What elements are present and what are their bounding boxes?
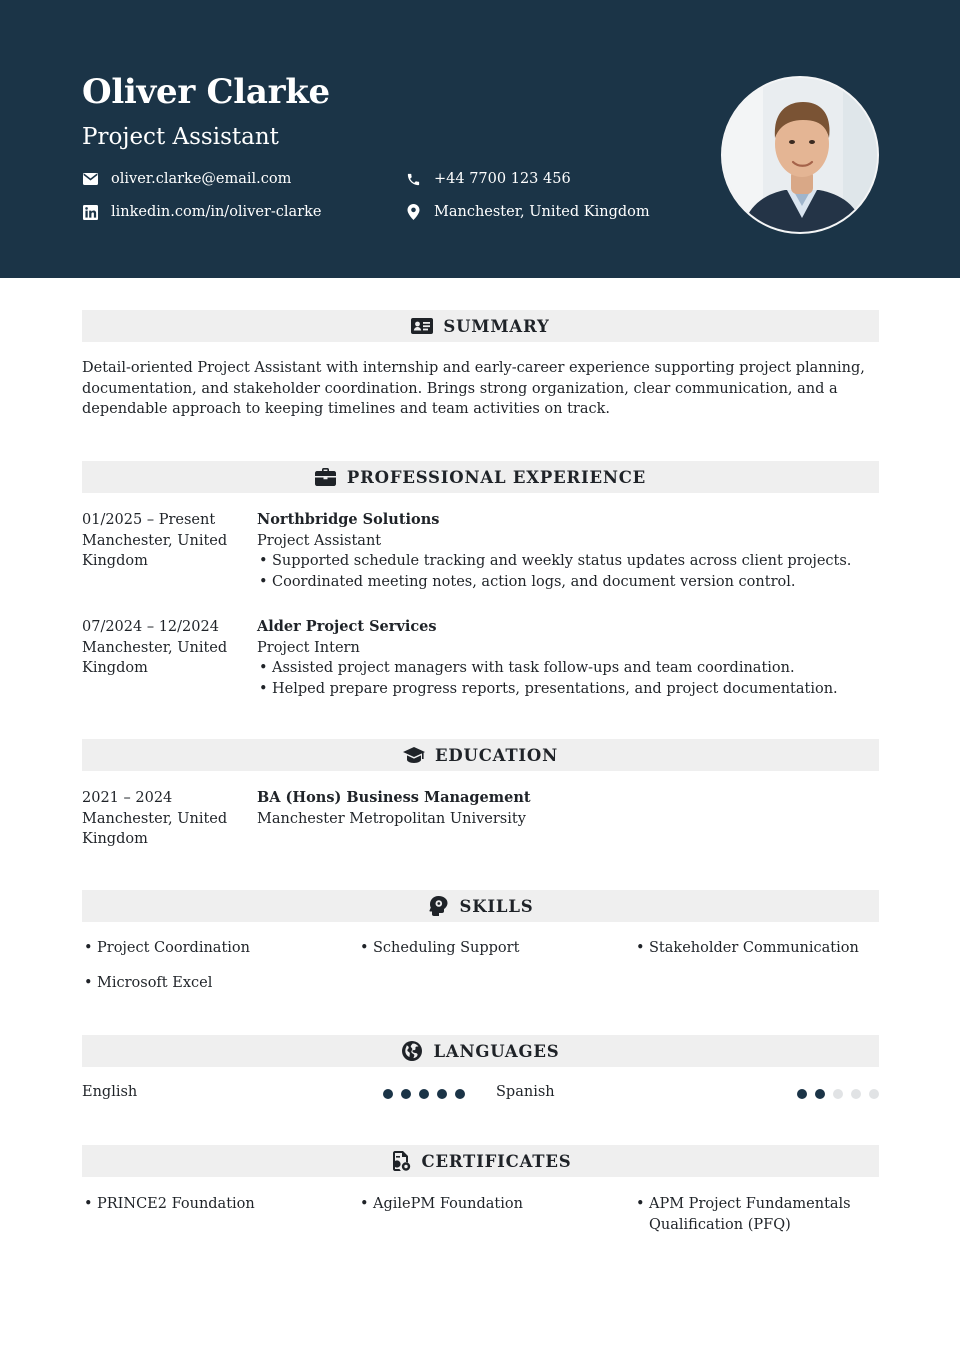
language-level-dot <box>437 1089 447 1099</box>
candidate-name: Oliver Clarke <box>82 72 330 112</box>
email-text[interactable]: oliver.clarke@email.com <box>111 171 292 187</box>
experience-1-details <box>257 617 877 700</box>
skills-title: SKILLS <box>459 896 534 916</box>
certificate-item-1: • AgilePM Foundation <box>358 1194 618 1215</box>
certificates-title: CERTIFICATES <box>421 1151 572 1171</box>
profile-photo <box>721 76 879 234</box>
globe-icon <box>401 1041 423 1061</box>
experience-1-location: Manchester, United Kingdom <box>82 639 228 677</box>
summary-title: SUMMARY <box>443 316 550 336</box>
experience-0-location: Manchester, United Kingdom <box>82 532 228 570</box>
education-0-details <box>257 788 877 829</box>
education-section-header <box>82 739 879 771</box>
summary-text: Detail-oriented Project Assistant with internship and early-career experience supporting project planning, documentation, and stakeholder coordination. Brings strong organization, clear communication, and a dependable approach to keeping timelines and team activities on track. <box>82 360 865 418</box>
contact-location <box>405 204 650 220</box>
language-0-name: English <box>82 1084 138 1100</box>
language-level-dot <box>455 1089 465 1099</box>
linkedin-text[interactable]: linkedin.com/in/oliver-clarke <box>111 204 322 220</box>
language-level-dot <box>383 1089 393 1099</box>
education-0-degree: BA (Hons) Business Management <box>257 789 531 806</box>
contact-email[interactable] <box>82 171 291 187</box>
certificates-section-header <box>82 1145 879 1177</box>
phone-text[interactable]: +44 7700 123 456 <box>434 171 571 187</box>
experience-1-bullet-0: • Assisted project managers with task follow-ups and team coordination. <box>257 658 877 679</box>
head-gear-icon <box>428 896 450 916</box>
language-level-dot <box>833 1089 843 1099</box>
experience-1-position: Project Intern <box>257 639 360 656</box>
header <box>0 0 960 278</box>
language-level-dot <box>401 1089 411 1099</box>
candidate-role: Project Assistant <box>82 124 279 150</box>
experience-1-meta <box>82 617 242 679</box>
experience-1-bullet-1: • Helped prepare progress reports, presentations, and project documentation. <box>257 679 877 700</box>
location-text: Manchester, United Kingdom <box>434 204 650 220</box>
briefcase-icon <box>315 467 337 487</box>
experience-0-dates: 01/2025 – Present <box>82 512 216 528</box>
map-pin-icon <box>405 204 421 220</box>
linkedin-icon <box>82 204 98 220</box>
education-0-school: Manchester Metropolitan University <box>257 810 526 827</box>
certificate-item-0: • PRINCE2 Foundation <box>82 1194 342 1215</box>
education-title: EDUCATION <box>435 745 558 765</box>
experience-0-position: Project Assistant <box>257 532 382 549</box>
experience-0-bullet-1: • Coordinated meeting notes, action logs, and document version control. <box>257 572 877 593</box>
education-0-dates: 2021 – 2024 <box>82 790 173 806</box>
graduation-cap-icon <box>403 745 425 765</box>
language-level-dot <box>797 1089 807 1099</box>
language-level-dot <box>815 1089 825 1099</box>
experience-title: PROFESSIONAL EXPERIENCE <box>346 467 647 487</box>
education-0-location: Manchester, United Kingdom <box>82 810 228 848</box>
summary-section-header <box>82 310 879 342</box>
id-card-icon <box>411 316 433 336</box>
skill-item-2: • Stakeholder Communication <box>634 938 859 959</box>
language-level-dot <box>419 1089 429 1099</box>
certificate-item-2: • APM Project Fundamentals Qualification (PFQ) <box>634 1194 879 1235</box>
certificate-icon <box>390 1151 412 1171</box>
education-0-meta <box>82 788 242 850</box>
skill-item-0: • Project Coordination <box>82 938 250 959</box>
skills-section-header <box>82 890 879 922</box>
experience-0-company: Northbridge Solutions <box>257 511 440 528</box>
experience-1-company: Alder Project Services <box>257 618 437 635</box>
envelope-icon <box>82 171 98 187</box>
languages-title: LANGUAGES <box>433 1041 560 1061</box>
language-1-name: Spanish <box>496 1084 555 1100</box>
experience-section-header <box>82 461 879 493</box>
experience-0-details <box>257 510 877 593</box>
language-1-level-dots <box>797 1089 879 1099</box>
skill-item-3: • Microsoft Excel <box>82 973 212 994</box>
languages-section-header <box>82 1035 879 1067</box>
experience-1-dates: 07/2024 – 12/2024 <box>82 619 219 635</box>
language-level-dot <box>869 1089 879 1099</box>
language-0-level-dots <box>383 1089 465 1099</box>
experience-0-bullet-0: • Supported schedule tracking and weekly status updates across client projects. <box>257 551 877 572</box>
contact-phone[interactable] <box>405 171 571 187</box>
skill-item-1: • Scheduling Support <box>358 938 519 959</box>
phone-icon <box>405 171 421 187</box>
language-level-dot <box>851 1089 861 1099</box>
contact-linkedin[interactable] <box>82 204 322 220</box>
experience-0-meta <box>82 510 242 572</box>
